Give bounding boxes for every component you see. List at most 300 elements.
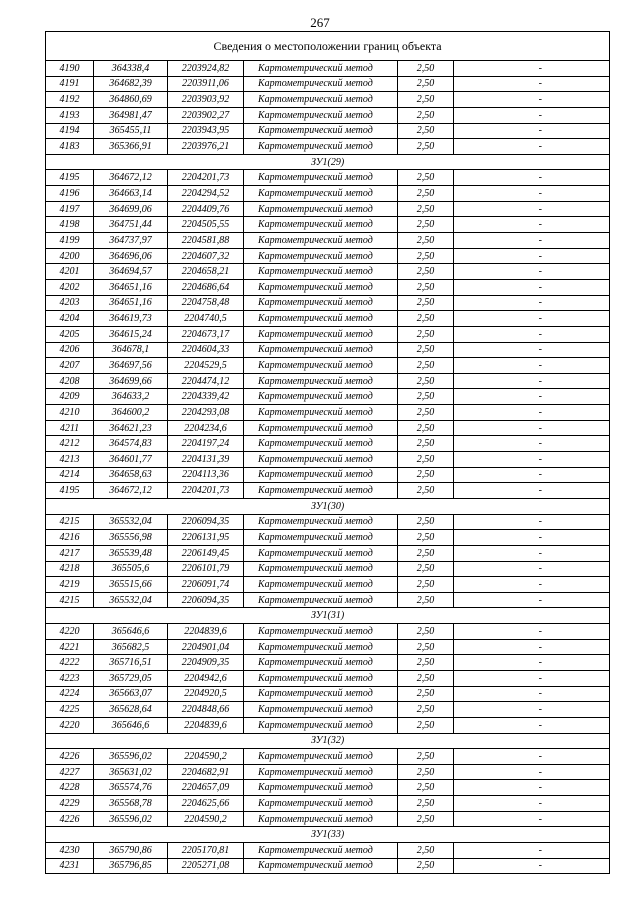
blank-cell — [454, 92, 472, 108]
method-cell: Картометрический метод — [244, 452, 398, 468]
table-row — [46, 123, 610, 139]
method-cell: Картометрический метод — [244, 530, 398, 546]
method-cell: Картометрический метод — [244, 717, 398, 733]
table-row — [46, 420, 610, 436]
section-header-row — [46, 608, 610, 624]
point-number-cell: 4216 — [46, 530, 94, 546]
accuracy-cell: 2,50 — [398, 123, 454, 139]
blank-cell — [454, 420, 472, 436]
y-coordinate-cell: 2204590,2 — [168, 749, 244, 765]
blank-cell — [454, 405, 472, 421]
method-cell: Картометрический метод — [244, 186, 398, 202]
x-coordinate-cell: 364619,73 — [94, 311, 168, 327]
table-row — [46, 248, 610, 264]
table-row — [46, 467, 610, 483]
description-cell: - — [472, 436, 610, 452]
point-number-cell: 4193 — [46, 107, 94, 123]
method-cell: Картометрический метод — [244, 577, 398, 593]
method-cell: Картометрический метод — [244, 420, 398, 436]
accuracy-cell: 2,50 — [398, 592, 454, 608]
description-cell: - — [472, 796, 610, 812]
point-number-cell: 4203 — [46, 295, 94, 311]
boundary-coordinates-table — [45, 31, 610, 874]
y-coordinate-cell: 2203903,92 — [168, 92, 244, 108]
table-row — [46, 561, 610, 577]
accuracy-cell: 2,50 — [398, 170, 454, 186]
description-cell: - — [472, 670, 610, 686]
table-row — [46, 686, 610, 702]
accuracy-cell: 2,50 — [398, 858, 454, 874]
description-cell: - — [472, 858, 610, 874]
accuracy-cell: 2,50 — [398, 92, 454, 108]
description-cell: - — [472, 452, 610, 468]
method-cell: Картометрический метод — [244, 248, 398, 264]
y-coordinate-cell: 2204505,55 — [168, 217, 244, 233]
blank-cell — [454, 577, 472, 593]
blank-cell — [454, 686, 472, 702]
point-number-cell: 4219 — [46, 577, 94, 593]
point-number-cell: 4209 — [46, 389, 94, 405]
y-coordinate-cell: 2205271,08 — [168, 858, 244, 874]
y-coordinate-cell: 2204590,2 — [168, 811, 244, 827]
blank-cell — [454, 389, 472, 405]
x-coordinate-cell: 364699,06 — [94, 201, 168, 217]
accuracy-cell: 2,50 — [398, 264, 454, 280]
point-number-cell: 4195 — [46, 483, 94, 499]
description-cell: - — [472, 545, 610, 561]
section-label: ЗУ1(29) — [46, 154, 610, 170]
point-number-cell: 4200 — [46, 248, 94, 264]
blank-cell — [454, 764, 472, 780]
table-row — [46, 311, 610, 327]
accuracy-cell: 2,50 — [398, 295, 454, 311]
description-cell: - — [472, 467, 610, 483]
blank-cell — [454, 514, 472, 530]
page-number: 267 — [310, 15, 330, 30]
method-cell: Картометрический метод — [244, 796, 398, 812]
y-coordinate-cell: 2206149,45 — [168, 545, 244, 561]
table-row — [46, 170, 610, 186]
description-cell: - — [472, 217, 610, 233]
x-coordinate-cell: 365505,6 — [94, 561, 168, 577]
table-row — [46, 358, 610, 374]
blank-cell — [454, 373, 472, 389]
description-cell: - — [472, 233, 610, 249]
method-cell: Картометрический метод — [244, 358, 398, 374]
point-number-cell: 4191 — [46, 76, 94, 92]
y-coordinate-cell: 2204197,24 — [168, 436, 244, 452]
table-row — [46, 61, 610, 77]
blank-cell — [454, 655, 472, 671]
description-cell: - — [472, 420, 610, 436]
description-cell: - — [472, 655, 610, 671]
description-cell: - — [472, 123, 610, 139]
point-number-cell: 4226 — [46, 811, 94, 827]
description-cell: - — [472, 483, 610, 499]
x-coordinate-cell: 365716,51 — [94, 655, 168, 671]
blank-cell — [454, 248, 472, 264]
accuracy-cell: 2,50 — [398, 796, 454, 812]
accuracy-cell: 2,50 — [398, 780, 454, 796]
section-label: ЗУ1(32) — [46, 733, 610, 749]
blank-cell — [454, 749, 472, 765]
description-cell: - — [472, 326, 610, 342]
method-cell: Картометрический метод — [244, 780, 398, 796]
blank-cell — [454, 311, 472, 327]
x-coordinate-cell: 365539,48 — [94, 545, 168, 561]
description-cell: - — [472, 780, 610, 796]
point-number-cell: 4192 — [46, 92, 94, 108]
point-number-cell: 4190 — [46, 61, 94, 77]
accuracy-cell: 2,50 — [398, 467, 454, 483]
accuracy-cell: 2,50 — [398, 389, 454, 405]
y-coordinate-cell: 2206091,74 — [168, 577, 244, 593]
description-cell: - — [472, 107, 610, 123]
x-coordinate-cell: 365515,66 — [94, 577, 168, 593]
method-cell: Картометрический метод — [244, 655, 398, 671]
x-coordinate-cell: 365596,02 — [94, 749, 168, 765]
method-cell: Картометрический метод — [244, 514, 398, 530]
method-cell: Картометрический метод — [244, 76, 398, 92]
x-coordinate-cell: 364699,66 — [94, 373, 168, 389]
accuracy-cell: 2,50 — [398, 764, 454, 780]
method-cell: Картометрический метод — [244, 545, 398, 561]
table-row — [46, 373, 610, 389]
x-coordinate-cell: 364621,23 — [94, 420, 168, 436]
blank-cell — [454, 843, 472, 859]
table-row — [46, 811, 610, 827]
table-row — [46, 76, 610, 92]
table-body — [46, 32, 610, 874]
table-row — [46, 139, 610, 155]
y-coordinate-cell: 2204942,6 — [168, 670, 244, 686]
table-row — [46, 749, 610, 765]
accuracy-cell: 2,50 — [398, 248, 454, 264]
x-coordinate-cell: 364751,44 — [94, 217, 168, 233]
x-coordinate-cell: 365574,76 — [94, 780, 168, 796]
method-cell: Картометрический метод — [244, 686, 398, 702]
table-row — [46, 530, 610, 546]
table-row — [46, 264, 610, 280]
x-coordinate-cell: 364672,12 — [94, 170, 168, 186]
point-number-cell: 4221 — [46, 639, 94, 655]
blank-cell — [454, 107, 472, 123]
point-number-cell: 4217 — [46, 545, 94, 561]
blank-cell — [454, 702, 472, 718]
blank-cell — [454, 139, 472, 155]
accuracy-cell: 2,50 — [398, 342, 454, 358]
blank-cell — [454, 201, 472, 217]
blank-cell — [454, 452, 472, 468]
blank-cell — [454, 796, 472, 812]
accuracy-cell: 2,50 — [398, 373, 454, 389]
accuracy-cell: 2,50 — [398, 61, 454, 77]
section-label: ЗУ1(31) — [46, 608, 610, 624]
point-number-cell: 4195 — [46, 170, 94, 186]
table-row — [46, 655, 610, 671]
point-number-cell: 4227 — [46, 764, 94, 780]
accuracy-cell: 2,50 — [398, 655, 454, 671]
accuracy-cell: 2,50 — [398, 577, 454, 593]
x-coordinate-cell: 364694,57 — [94, 264, 168, 280]
x-coordinate-cell: 365628,64 — [94, 702, 168, 718]
y-coordinate-cell: 2204673,17 — [168, 326, 244, 342]
point-number-cell: 4196 — [46, 186, 94, 202]
x-coordinate-cell: 364338,4 — [94, 61, 168, 77]
method-cell: Картометрический метод — [244, 264, 398, 280]
x-coordinate-cell: 364651,16 — [94, 295, 168, 311]
table-row — [46, 858, 610, 874]
description-cell: - — [472, 749, 610, 765]
table-row — [46, 796, 610, 812]
method-cell: Картометрический метод — [244, 295, 398, 311]
point-number-cell: 4198 — [46, 217, 94, 233]
method-cell: Картометрический метод — [244, 373, 398, 389]
description-cell: - — [472, 686, 610, 702]
method-cell: Картометрический метод — [244, 61, 398, 77]
y-coordinate-cell: 2204657,09 — [168, 780, 244, 796]
table-row — [46, 717, 610, 733]
y-coordinate-cell: 2204581,88 — [168, 233, 244, 249]
point-number-cell: 4225 — [46, 702, 94, 718]
x-coordinate-cell: 365568,78 — [94, 796, 168, 812]
blank-cell — [454, 811, 472, 827]
method-cell: Картометрический метод — [244, 811, 398, 827]
accuracy-cell: 2,50 — [398, 686, 454, 702]
description-cell: - — [472, 717, 610, 733]
description-cell: - — [472, 577, 610, 593]
method-cell: Картометрический метод — [244, 233, 398, 249]
method-cell: Картометрический метод — [244, 405, 398, 421]
x-coordinate-cell: 364696,06 — [94, 248, 168, 264]
y-coordinate-cell: 2204839,6 — [168, 624, 244, 640]
description-cell: - — [472, 373, 610, 389]
accuracy-cell: 2,50 — [398, 186, 454, 202]
y-coordinate-cell: 2204529,5 — [168, 358, 244, 374]
blank-cell — [454, 639, 472, 655]
x-coordinate-cell: 364651,16 — [94, 279, 168, 295]
y-coordinate-cell: 2204131,39 — [168, 452, 244, 468]
accuracy-cell: 2,50 — [398, 561, 454, 577]
method-cell: Картометрический метод — [244, 624, 398, 640]
blank-cell — [454, 858, 472, 874]
accuracy-cell: 2,50 — [398, 217, 454, 233]
point-number-cell: 4220 — [46, 717, 94, 733]
blank-cell — [454, 780, 472, 796]
accuracy-cell: 2,50 — [398, 514, 454, 530]
method-cell: Картометрический метод — [244, 639, 398, 655]
y-coordinate-cell: 2204901,04 — [168, 639, 244, 655]
method-cell: Картометрический метод — [244, 92, 398, 108]
point-number-cell: 4197 — [46, 201, 94, 217]
y-coordinate-cell: 2204839,6 — [168, 717, 244, 733]
y-coordinate-cell: 2204409,76 — [168, 201, 244, 217]
point-number-cell: 4199 — [46, 233, 94, 249]
x-coordinate-cell: 364600,2 — [94, 405, 168, 421]
description-cell: - — [472, 61, 610, 77]
y-coordinate-cell: 2203902,27 — [168, 107, 244, 123]
y-coordinate-cell: 2204201,73 — [168, 483, 244, 499]
x-coordinate-cell: 364981,47 — [94, 107, 168, 123]
point-number-cell: 4218 — [46, 561, 94, 577]
y-coordinate-cell: 2204607,32 — [168, 248, 244, 264]
point-number-cell: 4213 — [46, 452, 94, 468]
description-cell: - — [472, 76, 610, 92]
table-row — [46, 639, 610, 655]
accuracy-cell: 2,50 — [398, 811, 454, 827]
x-coordinate-cell: 365631,02 — [94, 764, 168, 780]
method-cell: Картометрический метод — [244, 843, 398, 859]
table-row — [46, 670, 610, 686]
blank-cell — [454, 279, 472, 295]
description-cell: - — [472, 264, 610, 280]
accuracy-cell: 2,50 — [398, 420, 454, 436]
point-number-cell: 4224 — [46, 686, 94, 702]
description-cell: - — [472, 279, 610, 295]
accuracy-cell: 2,50 — [398, 358, 454, 374]
point-number-cell: 4230 — [46, 843, 94, 859]
y-coordinate-cell: 2203911,06 — [168, 76, 244, 92]
point-number-cell: 4202 — [46, 279, 94, 295]
x-coordinate-cell: 365596,02 — [94, 811, 168, 827]
description-cell: - — [472, 342, 610, 358]
accuracy-cell: 2,50 — [398, 452, 454, 468]
blank-cell — [454, 624, 472, 640]
point-number-cell: 4214 — [46, 467, 94, 483]
description-cell: - — [472, 514, 610, 530]
point-number-cell: 4183 — [46, 139, 94, 155]
x-coordinate-cell: 365663,07 — [94, 686, 168, 702]
point-number-cell: 4229 — [46, 796, 94, 812]
accuracy-cell: 2,50 — [398, 843, 454, 859]
table-row — [46, 217, 610, 233]
method-cell: Картометрический метод — [244, 201, 398, 217]
method-cell: Картометрический метод — [244, 483, 398, 499]
y-coordinate-cell: 2204474,12 — [168, 373, 244, 389]
table-row — [46, 326, 610, 342]
accuracy-cell: 2,50 — [398, 749, 454, 765]
x-coordinate-cell: 364678,1 — [94, 342, 168, 358]
x-coordinate-cell: 364697,56 — [94, 358, 168, 374]
table-row — [46, 514, 610, 530]
y-coordinate-cell: 2204294,52 — [168, 186, 244, 202]
table-title-row — [46, 32, 610, 61]
y-coordinate-cell: 2204909,35 — [168, 655, 244, 671]
description-cell: - — [472, 248, 610, 264]
accuracy-cell: 2,50 — [398, 201, 454, 217]
x-coordinate-cell: 365366,91 — [94, 139, 168, 155]
description-cell: - — [472, 530, 610, 546]
x-coordinate-cell: 365556,98 — [94, 530, 168, 546]
y-coordinate-cell: 2206094,35 — [168, 514, 244, 530]
section-label: ЗУ1(33) — [46, 827, 610, 843]
table-row — [46, 201, 610, 217]
x-coordinate-cell: 365790,86 — [94, 843, 168, 859]
method-cell: Картометрический метод — [244, 170, 398, 186]
table-row — [46, 92, 610, 108]
method-cell: Картометрический метод — [244, 561, 398, 577]
point-number-cell: 4222 — [46, 655, 94, 671]
x-coordinate-cell: 365455,11 — [94, 123, 168, 139]
accuracy-cell: 2,50 — [398, 107, 454, 123]
accuracy-cell: 2,50 — [398, 639, 454, 655]
blank-cell — [454, 123, 472, 139]
point-number-cell: 4231 — [46, 858, 94, 874]
accuracy-cell: 2,50 — [398, 545, 454, 561]
section-header-row — [46, 827, 610, 843]
y-coordinate-cell: 2204201,73 — [168, 170, 244, 186]
description-cell: - — [472, 592, 610, 608]
method-cell: Картометрический метод — [244, 107, 398, 123]
y-coordinate-cell: 2203924,82 — [168, 61, 244, 77]
description-cell: - — [472, 561, 610, 577]
point-number-cell: 4194 — [46, 123, 94, 139]
blank-cell — [454, 295, 472, 311]
accuracy-cell: 2,50 — [398, 530, 454, 546]
description-cell: - — [472, 139, 610, 155]
description-cell: - — [472, 358, 610, 374]
method-cell: Картометрический метод — [244, 702, 398, 718]
description-cell: - — [472, 295, 610, 311]
section-header-row — [46, 154, 610, 170]
table-row — [46, 780, 610, 796]
y-coordinate-cell: 2204658,21 — [168, 264, 244, 280]
accuracy-cell: 2,50 — [398, 279, 454, 295]
description-cell: - — [472, 843, 610, 859]
table-row — [46, 545, 610, 561]
table-row — [46, 186, 610, 202]
y-coordinate-cell: 2204234,6 — [168, 420, 244, 436]
point-number-cell: 4223 — [46, 670, 94, 686]
point-number-cell: 4220 — [46, 624, 94, 640]
blank-cell — [454, 170, 472, 186]
method-cell: Картометрический метод — [244, 749, 398, 765]
description-cell: - — [472, 389, 610, 405]
description-cell: - — [472, 311, 610, 327]
description-cell: - — [472, 201, 610, 217]
x-coordinate-cell: 364663,14 — [94, 186, 168, 202]
blank-cell — [454, 483, 472, 499]
accuracy-cell: 2,50 — [398, 139, 454, 155]
table-row — [46, 764, 610, 780]
x-coordinate-cell: 364615,24 — [94, 326, 168, 342]
y-coordinate-cell: 2205170,81 — [168, 843, 244, 859]
section-header-row — [46, 733, 610, 749]
table-row — [46, 843, 610, 859]
point-number-cell: 4208 — [46, 373, 94, 389]
method-cell: Картометрический метод — [244, 764, 398, 780]
blank-cell — [454, 233, 472, 249]
x-coordinate-cell: 365646,6 — [94, 624, 168, 640]
description-cell: - — [472, 811, 610, 827]
point-number-cell: 4215 — [46, 592, 94, 608]
table-row — [46, 702, 610, 718]
table-row — [46, 279, 610, 295]
point-number-cell: 4206 — [46, 342, 94, 358]
point-number-cell: 4205 — [46, 326, 94, 342]
accuracy-cell: 2,50 — [398, 76, 454, 92]
description-cell: - — [472, 624, 610, 640]
table-row — [46, 107, 610, 123]
table-row — [46, 405, 610, 421]
blank-cell — [454, 186, 472, 202]
accuracy-cell: 2,50 — [398, 326, 454, 342]
accuracy-cell: 2,50 — [398, 702, 454, 718]
x-coordinate-cell: 365682,5 — [94, 639, 168, 655]
y-coordinate-cell: 2204293,08 — [168, 405, 244, 421]
point-number-cell: 4228 — [46, 780, 94, 796]
y-coordinate-cell: 2204339,42 — [168, 389, 244, 405]
